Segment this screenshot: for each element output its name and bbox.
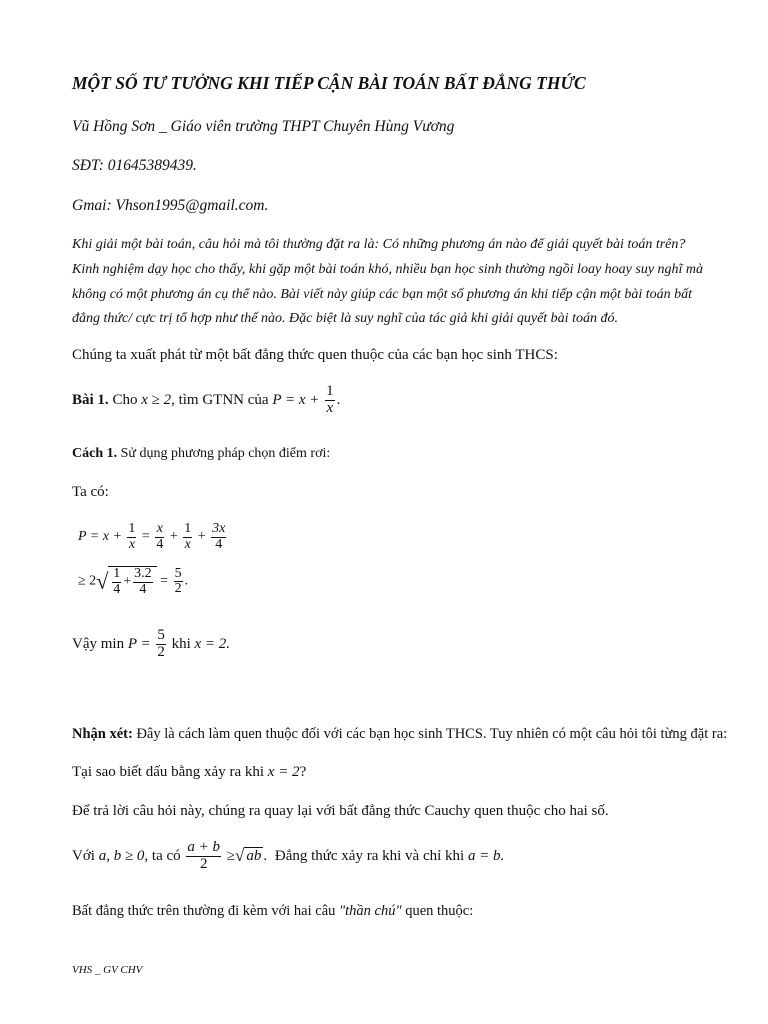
- conclusion-text-a: Vậy min: [72, 635, 125, 652]
- eq2-frac-1-den: 4: [113, 581, 121, 597]
- cauchy-line: [72, 840, 504, 873]
- eq1-frac-2: [155, 522, 164, 552]
- phone-line: SĐT: 01645389439.: [72, 157, 197, 174]
- eq2-frac-2: [133, 567, 153, 597]
- document-title: MỘT SỐ TƯ TƯỞNG KHI TIẾP CẬN BÀI TOÁN BẤT ĐẲNG THỨC: [72, 73, 586, 93]
- problem-condition: x ≥ 2,: [141, 391, 175, 408]
- conclusion-frac-den: 2: [157, 643, 165, 660]
- cauchy-dot: .: [263, 847, 268, 864]
- eq1-frac-1-num: 1: [128, 521, 136, 536]
- problem-label: Bài 1.: [72, 391, 109, 408]
- problem-fraction: [325, 384, 335, 417]
- eq1-frac-2-den: 4: [156, 536, 164, 552]
- eq1-plus-1: +: [169, 529, 178, 545]
- eq2-frac-3: [174, 567, 183, 597]
- cauchy-text-c: Đẳng thức xảy ra khi và chỉ khi: [274, 847, 465, 864]
- method-text: Sử dụng phương pháp chọn điểm rơi:: [120, 446, 331, 461]
- fraction-denominator: x: [326, 399, 334, 416]
- remark-line: [72, 726, 727, 743]
- eq1-frac-3-num: 1: [184, 521, 192, 536]
- eq2-frac-1: [112, 567, 121, 597]
- conclusion-text-b: khi: [171, 635, 191, 652]
- eq2-frac-3-num: 5: [174, 565, 182, 581]
- eq1-frac-4-den: 4: [215, 536, 223, 552]
- intro-line-2: Kinh nghiệm dạy học cho thấy, khi gặp một bài toán khó, nhiều bạn học sinh thường ngồi loay hoay suy nghĩ mà: [72, 262, 704, 277]
- conclusion-fraction: [156, 628, 166, 661]
- equation-1: [78, 522, 228, 552]
- eq1-frac-1-den: x: [128, 536, 136, 552]
- answer-line: Để trả lời câu hỏi này, chúng ra quay lại với bất đẳng thức Cauchy quen thuộc cho hai số.: [72, 803, 609, 819]
- cauchy-frac-num: a + b: [187, 839, 221, 855]
- author-line: Vũ Hồng Sơn _ Giáo viên trường THPT Chuyên Hùng Vương: [72, 118, 455, 135]
- lead-paragraph: Chúng ta xuất phát từ một bất đẳng thức quen thuộc của các bạn học sinh THCS:: [72, 347, 558, 363]
- last-quote: "thần chú": [339, 903, 402, 919]
- eq2-lhs: ≥ 2: [78, 573, 97, 589]
- eq1-frac-4: [211, 522, 226, 552]
- cauchy-equality: a = b.: [467, 847, 505, 864]
- cauchy-vars: a, b ≥ 0,: [98, 847, 149, 864]
- eq2-end: .: [184, 573, 189, 589]
- cauchy-fraction: [186, 840, 221, 873]
- remark-label: Nhận xét:: [72, 726, 133, 742]
- square-root: [96, 566, 156, 597]
- eq1-frac-1: [127, 522, 136, 552]
- method-line: [72, 446, 330, 462]
- question-math: x = 2: [267, 764, 300, 780]
- conclusion-p: P =: [127, 635, 151, 652]
- eq1-equals: =: [141, 529, 150, 545]
- cauchy-frac-den: 2: [199, 855, 208, 872]
- radical-sign-icon: √: [96, 568, 109, 594]
- radical-sign-icon: √: [235, 846, 245, 866]
- method-label: Cách 1.: [72, 446, 118, 461]
- problem-1: [72, 384, 340, 417]
- intro-line-4: đẳng thức/ cực trị tổ hợp như thế nào. Đặc biệt là suy nghĩ của tác giả khi giải quyết bài toán đó.: [72, 311, 618, 326]
- equation-2: [78, 566, 188, 597]
- eq2-frac-2-den: 4: [139, 581, 147, 597]
- eq2-frac-2-num: 3.2: [134, 566, 152, 581]
- eq2-frac-1-num: 1: [113, 566, 121, 581]
- problem-end: .: [336, 391, 341, 408]
- fraction-numerator: 1: [326, 383, 334, 399]
- page-footer: VHS _ GV CHV: [72, 964, 143, 976]
- question-text: Tại sao biết dấu bằng xảy ra khi: [72, 764, 265, 780]
- conclusion-text-c: x = 2.: [194, 635, 231, 652]
- radicand: [108, 566, 156, 597]
- ta-co-line: Ta có:: [72, 484, 109, 500]
- cauchy-text-b: ta có: [151, 847, 181, 864]
- eq2-plus: +: [123, 574, 132, 590]
- problem-expression: P = x +: [272, 391, 320, 408]
- eq1-frac-2-num: x: [156, 521, 163, 536]
- last-line: [72, 903, 473, 920]
- remark-text: Đây là cách làm quen thuộc đối với các bạn học sinh THCS. Tuy nhiên có một câu hỏi tôi từng đặt ra:: [136, 726, 728, 742]
- cauchy-ge: ≥: [226, 847, 236, 864]
- problem-text-b: tìm GTNN của: [178, 391, 269, 408]
- eq2-frac-3-den: 2: [174, 581, 182, 597]
- question-mark: ?: [299, 764, 307, 780]
- conclusion-line: [72, 628, 230, 661]
- last-text-a: Bất đẳng thức trên thường đi kèm với hai câu: [72, 903, 336, 919]
- eq2-equals: =: [160, 573, 169, 589]
- eq1-frac-3: [183, 522, 192, 552]
- email-line: Gmai: Vhson1995@gmail.com.: [72, 197, 269, 214]
- question-line: [72, 764, 306, 781]
- cauchy-sqrt: [235, 846, 263, 866]
- intro-line-3: không có một phương án cụ thể nào. Bài viết này giúp các bạn một số phương án khi tiếp cận một bài toán bất: [72, 287, 693, 302]
- eq1-lhs: P = x +: [78, 529, 122, 545]
- problem-text-a: Cho: [112, 391, 138, 408]
- cauchy-text-a: Với: [72, 847, 95, 864]
- last-text-b: quen thuộc:: [405, 903, 474, 919]
- eq1-frac-3-den: x: [184, 536, 191, 552]
- eq1-plus-2: +: [197, 529, 206, 545]
- eq1-frac-4-num: 3x: [212, 521, 226, 536]
- intro-line-1: Khi giải một bài toán, câu hỏi mà tôi thường đặt ra là: Có những phương án nào để giải quyết bài toán trên?: [72, 237, 686, 252]
- cauchy-radicand: ab: [246, 848, 262, 865]
- conclusion-frac-num: 5: [157, 627, 165, 643]
